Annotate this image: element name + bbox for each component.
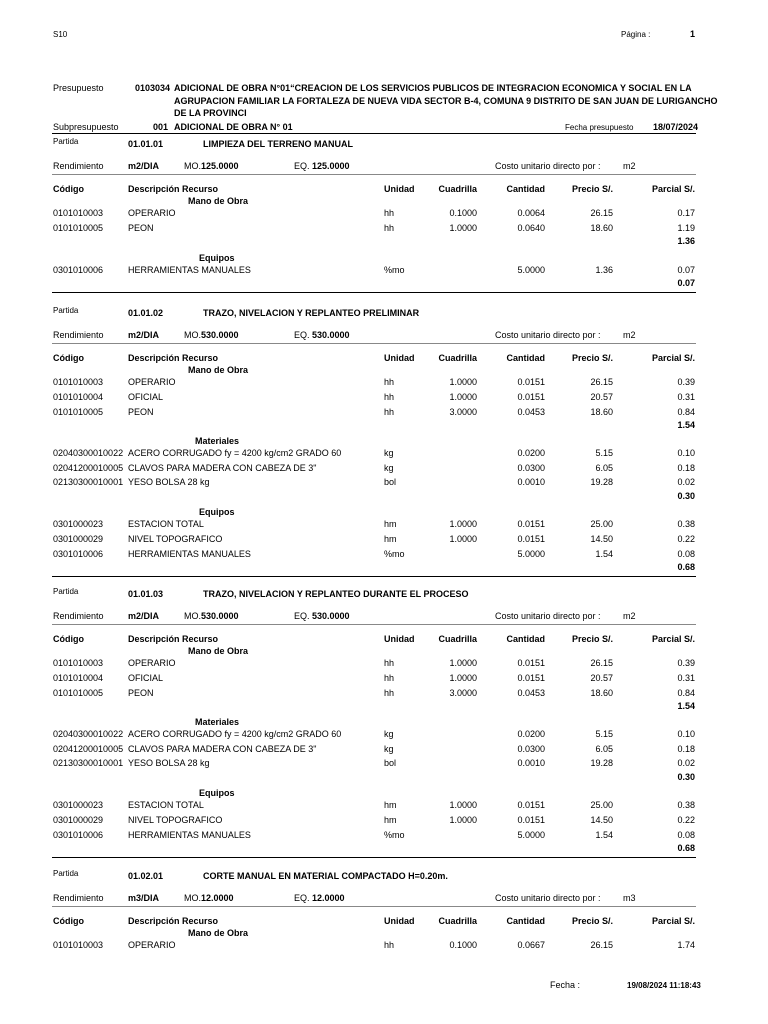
partida-name: CORTE MANUAL EN MATERIAL COMPACTADO H=0.20m. (203, 871, 448, 881)
cantidad-cell: 0.0010 (517, 477, 545, 487)
group-mano-de-obra: Mano de Obra (188, 196, 249, 206)
precio-cell: 5.15 (595, 729, 613, 739)
cuadrilla-cell: 3.0000 (449, 688, 477, 698)
precio-cell: 18.60 (590, 223, 613, 233)
resource-row (0, 729, 768, 742)
unidad-cell: hh (384, 407, 395, 417)
unidad-cell: hh (384, 658, 395, 668)
codigo-cell: 0101010005 (53, 223, 104, 233)
col-cuadrilla: Cuadrilla (438, 353, 477, 363)
partida-code: 01.02.01 (128, 871, 164, 881)
costo-label: Costo unitario directo por : (495, 161, 601, 171)
equipos-total: 0.68 (677, 842, 695, 853)
cantidad-cell: 0.0151 (517, 533, 545, 544)
presupuesto-code: 0103034 (135, 83, 171, 93)
cantidad-cell: 0.0200 (517, 448, 545, 458)
partida-divider (52, 857, 696, 858)
partida-code: 01.01.01 (128, 139, 164, 149)
precio-cell: 1.54 (595, 548, 613, 559)
eq-label: EQ. (294, 330, 310, 340)
codigo-cell: 0101010004 (53, 673, 104, 683)
unidad-cell: hm (384, 533, 397, 544)
unidad-cell: %mo (384, 265, 405, 275)
group-materiales: Materiales (195, 717, 240, 727)
cuadrilla-cell: 3.0000 (449, 407, 477, 417)
precio-cell: 19.28 (590, 477, 613, 487)
codigo-cell: 0101010005 (53, 688, 104, 698)
parcial-cell: 0.38 (677, 799, 695, 810)
precio-cell: 20.57 (590, 392, 613, 402)
unidad-cell: %mo (384, 548, 405, 559)
partida-code: 01.01.03 (128, 589, 164, 599)
mo-value: 12.0000 (201, 893, 234, 903)
resource-row (0, 519, 768, 532)
parcial-cell: 0.07 (677, 265, 695, 275)
resource-row (0, 448, 768, 461)
precio-cell: 26.15 (590, 208, 613, 218)
partida-divider (52, 292, 696, 293)
rendimiento-label: Rendimiento (53, 611, 104, 621)
materiales-total: 0.30 (677, 490, 695, 501)
subpresupuesto-label: Subpresupuesto (53, 122, 119, 132)
codigo-cell: 02041200010005 (53, 743, 124, 754)
eq-label: EQ. (294, 893, 310, 903)
col-precio: Precio S/. (571, 916, 613, 926)
parcial-cell: 0.18 (677, 743, 695, 754)
costo-unit: m2 (623, 161, 636, 171)
parcial-cell: 0.22 (677, 533, 695, 544)
group-mano-de-obra: Mano de Obra (188, 365, 249, 375)
descripcion-cell: OPERARIO (128, 940, 176, 950)
partida-label: Partida (53, 587, 79, 596)
cantidad-cell: 0.0667 (517, 940, 545, 950)
unidad-cell: hh (384, 392, 395, 402)
col-cantidad: Cantidad (506, 634, 545, 644)
group-mano-de-obra: Mano de Obra (188, 646, 249, 656)
precio-cell: 19.28 (590, 758, 613, 768)
partida-label: Partida (53, 869, 79, 878)
unidad-cell: kg (384, 448, 394, 458)
descripcion-cell: PEON (128, 223, 154, 233)
resource-row (0, 744, 768, 757)
col-cuadrilla: Cuadrilla (438, 634, 477, 644)
descripcion-cell: ESTACION TOTAL (128, 518, 204, 529)
col-cuadrilla: Cuadrilla (438, 184, 477, 194)
precio-cell: 6.05 (595, 462, 613, 473)
parcial-cell: 1.74 (677, 940, 695, 950)
codigo-cell: 0101010003 (53, 208, 104, 218)
codigo-cell: 0301010006 (53, 548, 104, 559)
col-parcial: Parcial S/. (651, 353, 695, 363)
col-unidad: Unidad (384, 184, 415, 194)
fecha-presupuesto-label: Fecha presupuesto (565, 123, 634, 132)
precio-cell: 20.57 (590, 673, 613, 683)
costo-unit: m2 (623, 330, 636, 340)
unidad-cell: hh (384, 940, 395, 950)
subpresupuesto-code: 001 (153, 122, 169, 132)
equipos-total: 0.07 (677, 278, 695, 288)
resource-row (0, 758, 768, 771)
cantidad-cell: 0.0064 (517, 208, 545, 218)
unidad-cell: hh (384, 377, 395, 387)
rendimiento-divider (52, 906, 696, 907)
presupuesto-line1: ADICIONAL DE OBRA N°01“CREACION DE LOS SERVICIOS PUBLICOS DE INTEGRACION ECONOMICA Y SOCIAL EN LA (174, 83, 692, 93)
cantidad-cell: 0.0151 (517, 377, 545, 387)
descripcion-cell: PEON (128, 688, 154, 698)
codigo-cell: 0301010006 (53, 265, 104, 275)
descripcion-cell: OFICIAL (128, 673, 164, 683)
codigo-cell: 02040300010022 (53, 729, 124, 739)
rendimiento-label: Rendimiento (53, 330, 104, 340)
resource-row (0, 940, 768, 953)
col-descripcion: Descripción Recurso (128, 184, 219, 194)
cuadrilla-cell: 1.0000 (449, 223, 477, 233)
resource-row (0, 688, 768, 701)
descripcion-cell: ACERO CORRUGADO fy = 4200 kg/cm2 GRADO 60 (128, 448, 342, 458)
unidad-cell: hh (384, 673, 395, 683)
resource-row (0, 815, 768, 828)
descripcion-cell: CLAVOS PARA MADERA CON CABEZA DE 3" (128, 743, 317, 754)
cuadrilla-cell: 0.1000 (449, 940, 477, 950)
precio-cell: 25.00 (590, 518, 613, 529)
precio-cell: 25.00 (590, 799, 613, 810)
rendimiento-divider (52, 343, 696, 344)
descripcion-cell: OFICIAL (128, 392, 164, 402)
parcial-cell: 0.39 (677, 377, 695, 387)
parcial-cell: 0.31 (677, 392, 695, 402)
eq-label: EQ. (294, 161, 310, 171)
codigo-cell: 0301000023 (53, 799, 104, 810)
codigo-cell: 0101010003 (53, 377, 104, 387)
col-unidad: Unidad (384, 353, 415, 363)
descripcion-cell: CLAVOS PARA MADERA CON CABEZA DE 3" (128, 462, 317, 473)
eq-value: 530.0000 (312, 611, 350, 621)
unidad-cell: kg (384, 743, 394, 754)
partida-name: LIMPIEZA DEL TERRENO MANUAL (203, 139, 353, 149)
parcial-cell: 0.10 (677, 729, 695, 739)
eq-value: 12.0000 (312, 893, 345, 903)
resource-row (0, 463, 768, 476)
mo-value: 125.0000 (201, 161, 239, 171)
partida-code: 01.01.02 (128, 308, 164, 318)
col-descripcion: Descripción Recurso (128, 916, 219, 926)
header-divider (52, 133, 696, 134)
precio-cell: 5.15 (595, 448, 613, 458)
parcial-cell: 0.02 (677, 758, 695, 768)
codigo-cell: 0301010006 (53, 829, 104, 840)
cantidad-cell: 0.0151 (517, 658, 545, 668)
codigo-cell: 02040300010022 (53, 448, 124, 458)
col-codigo: Código (53, 184, 84, 194)
resource-row (0, 407, 768, 420)
rendimiento-label: Rendimiento (53, 161, 104, 171)
codigo-cell: 0301000029 (53, 814, 104, 825)
resource-row (0, 549, 768, 562)
footer-fecha-label: Fecha : (550, 980, 581, 990)
mo-label: MO. (184, 330, 201, 340)
precio-cell: 1.36 (595, 265, 613, 275)
parcial-cell: 0.08 (677, 829, 695, 840)
descripcion-cell: PEON (128, 407, 154, 417)
mo-label: MO. (184, 893, 201, 903)
parcial-cell: 0.10 (677, 448, 695, 458)
mano-de-obra-total: 1.54 (677, 701, 695, 711)
mo-label: MO. (184, 611, 201, 621)
eq-label: EQ. (294, 611, 310, 621)
col-cantidad: Cantidad (506, 184, 545, 194)
precio-cell: 14.50 (590, 533, 613, 544)
parcial-cell: 0.38 (677, 518, 695, 529)
rendimiento-unit: m2/DIA (128, 611, 160, 621)
parcial-cell: 0.08 (677, 548, 695, 559)
unidad-cell: bol (384, 758, 397, 768)
codigo-cell: 02130300010001 (53, 477, 124, 487)
rendimiento-unit: m2/DIA (128, 330, 160, 340)
descripcion-cell: OPERARIO (128, 658, 176, 668)
partida-name: TRAZO, NIVELACION Y REPLANTEO PRELIMINAR (203, 308, 420, 318)
parcial-cell: 0.39 (677, 658, 695, 668)
cuadrilla-cell: 1.0000 (449, 673, 477, 683)
group-mano-de-obra: Mano de Obra (188, 928, 249, 938)
mo-label: MO. (184, 161, 201, 171)
resource-row (0, 477, 768, 490)
partida-label: Partida (53, 306, 79, 315)
parcial-cell: 0.84 (677, 407, 695, 417)
rendimiento-label: Rendimiento (53, 893, 104, 903)
report-code: S10 (53, 30, 68, 39)
rendimiento-divider (52, 624, 696, 625)
codigo-cell: 0101010003 (53, 658, 104, 668)
descripcion-cell: ESTACION TOTAL (128, 799, 204, 810)
resource-row (0, 673, 768, 686)
unidad-cell: kg (384, 462, 394, 473)
cantidad-cell: 0.0200 (517, 729, 545, 739)
codigo-cell: 0101010003 (53, 940, 104, 950)
parcial-cell: 1.19 (677, 223, 695, 233)
col-codigo: Código (53, 634, 84, 644)
descripcion-cell: YESO BOLSA 28 kg (128, 477, 210, 487)
partida-divider (52, 576, 696, 577)
rendimiento-divider (52, 174, 696, 175)
presupuesto-line2: AGRUPACION FAMILIAR LA FORTALEZA DE NUEVA VIDA SECTOR B-4, COMUNA 9 DISTRITO DE SAN JUAN DE LURIGANCHO (174, 96, 718, 106)
unidad-cell: hm (384, 799, 397, 810)
resource-row (0, 800, 768, 813)
cantidad-cell: 0.0453 (517, 688, 545, 698)
cantidad-cell: 0.0151 (517, 392, 545, 402)
precio-cell: 14.50 (590, 814, 613, 825)
descripcion-cell: NIVEL TOPOGRAFICO (128, 533, 223, 544)
parcial-cell: 0.02 (677, 477, 695, 487)
mano-de-obra-total: 1.36 (677, 236, 695, 246)
mano-de-obra-total: 1.54 (677, 420, 695, 430)
eq-value: 125.0000 (312, 161, 350, 171)
group-equipos: Equipos (199, 787, 235, 798)
parcial-cell: 0.84 (677, 688, 695, 698)
col-descripcion: Descripción Recurso (128, 353, 219, 363)
subpresupuesto-name: ADICIONAL DE OBRA N° 01 (174, 122, 293, 132)
col-precio: Precio S/. (571, 634, 613, 644)
group-equipos: Equipos (199, 506, 235, 517)
cantidad-cell: 5.0000 (517, 548, 545, 559)
col-codigo: Código (53, 916, 84, 926)
descripcion-cell: NIVEL TOPOGRAFICO (128, 814, 223, 825)
codigo-cell: 02041200010005 (53, 462, 124, 473)
cantidad-cell: 0.0300 (517, 462, 545, 473)
group-equipos: Equipos (199, 253, 235, 263)
resource-row (0, 265, 768, 278)
cantidad-cell: 0.0151 (517, 673, 545, 683)
precio-cell: 26.15 (590, 377, 613, 387)
col-parcial: Parcial S/. (651, 184, 695, 194)
resource-row (0, 658, 768, 671)
descripcion-cell: HERRAMIENTAS MANUALES (128, 548, 251, 559)
cantidad-cell: 0.0640 (517, 223, 545, 233)
unidad-cell: hm (384, 518, 397, 529)
fecha-presupuesto: 18/07/2024 (653, 122, 699, 132)
partida-label: Partida (53, 137, 79, 146)
costo-label: Costo unitario directo por : (495, 893, 601, 903)
resource-row (0, 223, 768, 236)
col-unidad: Unidad (384, 634, 415, 644)
cantidad-cell: 0.0010 (517, 758, 545, 768)
col-parcial: Parcial S/. (651, 634, 695, 644)
mo-value: 530.0000 (201, 611, 239, 621)
col-cantidad: Cantidad (506, 916, 545, 926)
precio-cell: 26.15 (590, 658, 613, 668)
cantidad-cell: 0.0300 (517, 743, 545, 754)
mo-value: 530.0000 (201, 330, 239, 340)
col-unidad: Unidad (384, 916, 415, 926)
rendimiento-unit: m2/DIA (128, 161, 160, 171)
cuadrilla-cell: 1.0000 (449, 518, 477, 529)
costo-label: Costo unitario directo por : (495, 611, 601, 621)
page-label: Página : (621, 30, 651, 39)
descripcion-cell: YESO BOLSA 28 kg (128, 758, 210, 768)
parcial-cell: 0.18 (677, 462, 695, 473)
cuadrilla-cell: 1.0000 (449, 814, 477, 825)
partida-name: TRAZO, NIVELACION Y REPLANTEO DURANTE EL PROCESO (203, 589, 469, 599)
group-materiales: Materiales (195, 436, 240, 446)
eq-value: 530.0000 (312, 330, 350, 340)
col-cantidad: Cantidad (506, 353, 545, 363)
unidad-cell: hm (384, 814, 397, 825)
codigo-cell: 0301000029 (53, 533, 104, 544)
parcial-cell: 0.31 (677, 673, 695, 683)
unidad-cell: hh (384, 223, 395, 233)
cantidad-cell: 0.0151 (517, 799, 545, 810)
col-precio: Precio S/. (571, 353, 613, 363)
cantidad-cell: 5.0000 (517, 829, 545, 840)
col-parcial: Parcial S/. (651, 916, 695, 926)
cuadrilla-cell: 0.1000 (449, 208, 477, 218)
cuadrilla-cell: 1.0000 (449, 799, 477, 810)
col-cuadrilla: Cuadrilla (438, 916, 477, 926)
precio-cell: 1.54 (595, 829, 613, 840)
costo-unit: m2 (623, 611, 636, 621)
presupuesto-line3: DE LA PROVINCI (174, 108, 247, 118)
parcial-cell: 0.17 (677, 208, 695, 218)
unidad-cell: bol (384, 477, 397, 487)
unidad-cell: hh (384, 208, 395, 218)
cantidad-cell: 0.0453 (517, 407, 545, 417)
resource-row (0, 830, 768, 843)
materiales-total: 0.30 (677, 771, 695, 782)
cuadrilla-cell: 1.0000 (449, 377, 477, 387)
descripcion-cell: ACERO CORRUGADO fy = 4200 kg/cm2 GRADO 60 (128, 729, 342, 739)
precio-cell: 18.60 (590, 688, 613, 698)
unidad-cell: hh (384, 688, 395, 698)
precio-cell: 18.60 (590, 407, 613, 417)
precio-cell: 26.15 (590, 940, 613, 950)
precio-cell: 6.05 (595, 743, 613, 754)
descripcion-cell: HERRAMIENTAS MANUALES (128, 829, 251, 840)
codigo-cell: 0101010004 (53, 392, 104, 402)
presupuesto-label: Presupuesto (53, 83, 104, 93)
resource-row (0, 392, 768, 405)
cantidad-cell: 5.0000 (517, 265, 545, 275)
cantidad-cell: 0.0151 (517, 814, 545, 825)
page-number: 1 (690, 29, 696, 39)
cuadrilla-cell: 1.0000 (449, 533, 477, 544)
descripcion-cell: HERRAMIENTAS MANUALES (128, 265, 251, 275)
codigo-cell: 0301000023 (53, 518, 104, 529)
unidad-cell: kg (384, 729, 394, 739)
cantidad-cell: 0.0151 (517, 518, 545, 529)
rendimiento-unit: m3/DIA (128, 893, 160, 903)
col-codigo: Código (53, 353, 84, 363)
cuadrilla-cell: 1.0000 (449, 392, 477, 402)
costo-unit: m3 (623, 893, 636, 903)
descripcion-cell: OPERARIO (128, 208, 176, 218)
parcial-cell: 0.22 (677, 814, 695, 825)
equipos-total: 0.68 (677, 561, 695, 572)
resource-row (0, 534, 768, 547)
col-descripcion: Descripción Recurso (128, 634, 219, 644)
resource-row (0, 208, 768, 221)
resource-row (0, 377, 768, 390)
codigo-cell: 02130300010001 (53, 758, 124, 768)
col-precio: Precio S/. (571, 184, 613, 194)
footer-fecha-value: 19/08/2024 11:18:43 (627, 981, 701, 990)
descripcion-cell: OPERARIO (128, 377, 176, 387)
cuadrilla-cell: 1.0000 (449, 658, 477, 668)
costo-label: Costo unitario directo por : (495, 330, 601, 340)
unidad-cell: %mo (384, 829, 405, 840)
codigo-cell: 0101010005 (53, 407, 104, 417)
